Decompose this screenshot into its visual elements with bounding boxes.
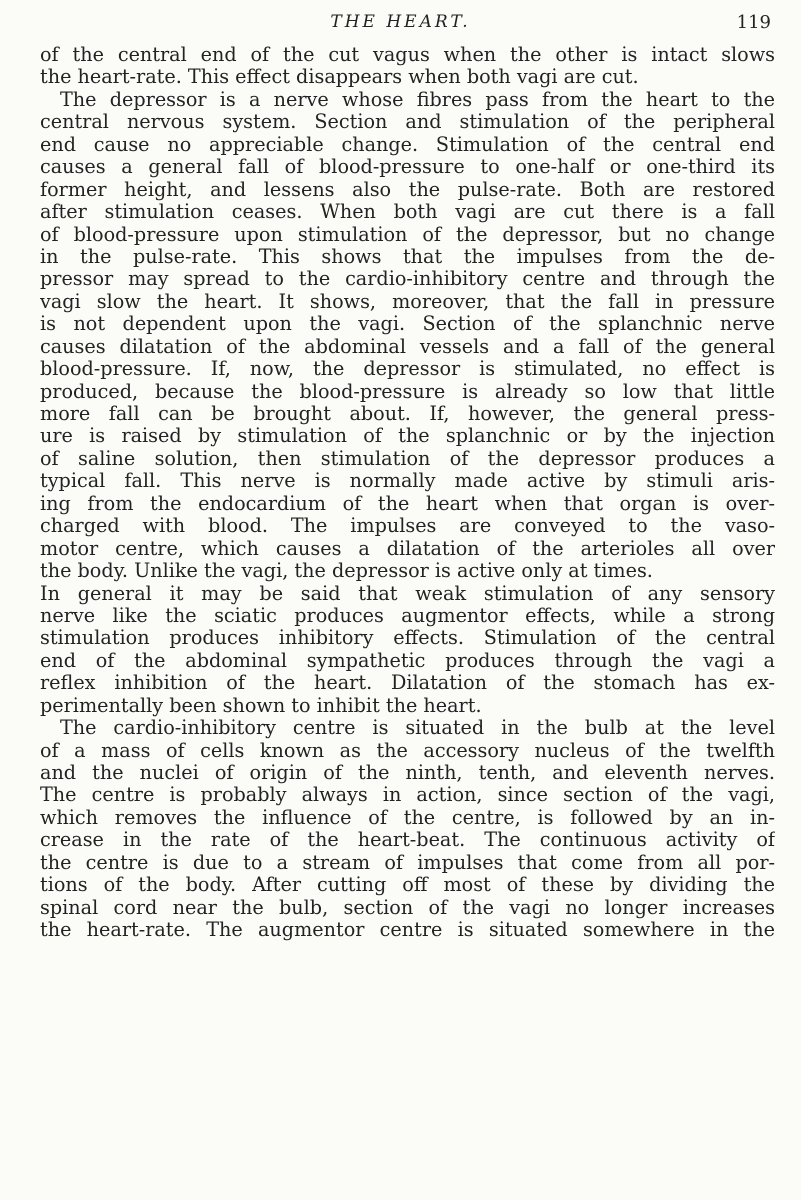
text-line: end of the abdominal sympathetic produces through the vagi a [40, 649, 775, 672]
text-line: the body. Unlike the vagi, the depressor is active only at times. [40, 560, 653, 583]
text-line: more fall can be brought about. If, however, the general press- [40, 403, 775, 425]
text-line: blood-pressure. If, now, the depressor is stimulated, no effect is [40, 358, 775, 381]
text-line: In general it may be said that weak stimulation of any sensory [40, 582, 775, 605]
text-line: vagi slow the heart. It shows, moreover, that the fall in pressure [40, 290, 775, 313]
text-line: former height, and lessens also the pulse-rate. Both are restored [40, 178, 775, 201]
text-line: after stimulation ceases. When both vagi are cut there is a fall [40, 201, 775, 224]
text-line: of a mass of cells known as the accessory nucleus of the twelfth [40, 739, 775, 762]
text-line: which removes the influence of the centre, is followed by an in- [40, 806, 775, 829]
text-line: The depressor is a nerve whose fibres pass from the heart to the [60, 88, 775, 111]
text-line: of the central end of the cut vagus when the other is intact slows [40, 44, 775, 66]
text-line: ure is raised by stimulation of the splanchnic or by the injection [40, 425, 775, 448]
text-line: typical fall. This nerve is normally made active by stimuli aris- [40, 470, 775, 493]
text-line: and the nuclei of origin of the ninth, tenth, and eleventh nerves. [40, 762, 775, 784]
text-line: The cardio-inhibitory centre is situated in the bulb at the level [60, 717, 775, 740]
running-head [0, 10, 801, 40]
text-line: the heart-rate. This effect disappears when both vagi are cut. [40, 66, 639, 89]
text-line: produced, because the blood-pressure is already so low that little [40, 380, 775, 403]
text-line: causes a general fall of blood-pressure to one-half or one-third its [40, 156, 775, 179]
text-line: ing from the endocardium of the heart when that organ is over- [40, 492, 775, 515]
text-line: in the pulse-rate. This shows that the impulses from the de- [40, 245, 775, 268]
text-line: crease in the rate of the heart-beat. The continuous activity of [40, 829, 775, 852]
text-line: of saline solution, then stimulation of the depressor produces a [40, 447, 775, 470]
text-line: tions of the body. After cutting off most of these by dividing the [40, 874, 775, 897]
running-title: THE HEART. [330, 12, 471, 32]
text-line: charged with blood. The impulses are conveyed to the vaso- [40, 515, 775, 538]
text-line: end cause no appreciable change. Stimulation of the central end [40, 133, 775, 156]
text-line: stimulation produces inhibitory effects. Stimulation of the central [40, 627, 775, 650]
text-line: the heart-rate. The augmentor centre is situated somewhere in the [40, 919, 775, 942]
text-line: nerve like the sciatic produces augmentor effects, while a strong [40, 604, 775, 627]
text-line: the centre is due to a stream of impulses that come from all por- [40, 851, 775, 874]
text-line: spinal cord near the bulb, section of the vagi no longer increases [40, 896, 775, 919]
text-line: central nervous system. Section and stimulation of the peripheral [40, 111, 775, 134]
page-number: 119 [736, 12, 771, 33]
text-line: The centre is probably always in action, since section of the vagi, [40, 784, 775, 807]
body-text [40, 44, 775, 942]
text-line: of blood-pressure upon stimulation of the depressor, but no change [40, 223, 775, 246]
text-line: pressor may spread to the cardio-inhibitory centre and through the [40, 268, 775, 291]
text-line: motor centre, which causes a dilatation of the arterioles all over [40, 537, 775, 560]
text-line: reflex inhibition of the heart. Dilatation of the stomach has ex- [40, 672, 775, 695]
text-line: is not dependent upon the vagi. Section of the splanchnic nerve [40, 313, 775, 336]
text-line: causes dilatation of the abdominal vessels and a fall of the general [40, 335, 775, 358]
text-line: perimentally been shown to inhibit the heart. [40, 694, 482, 717]
